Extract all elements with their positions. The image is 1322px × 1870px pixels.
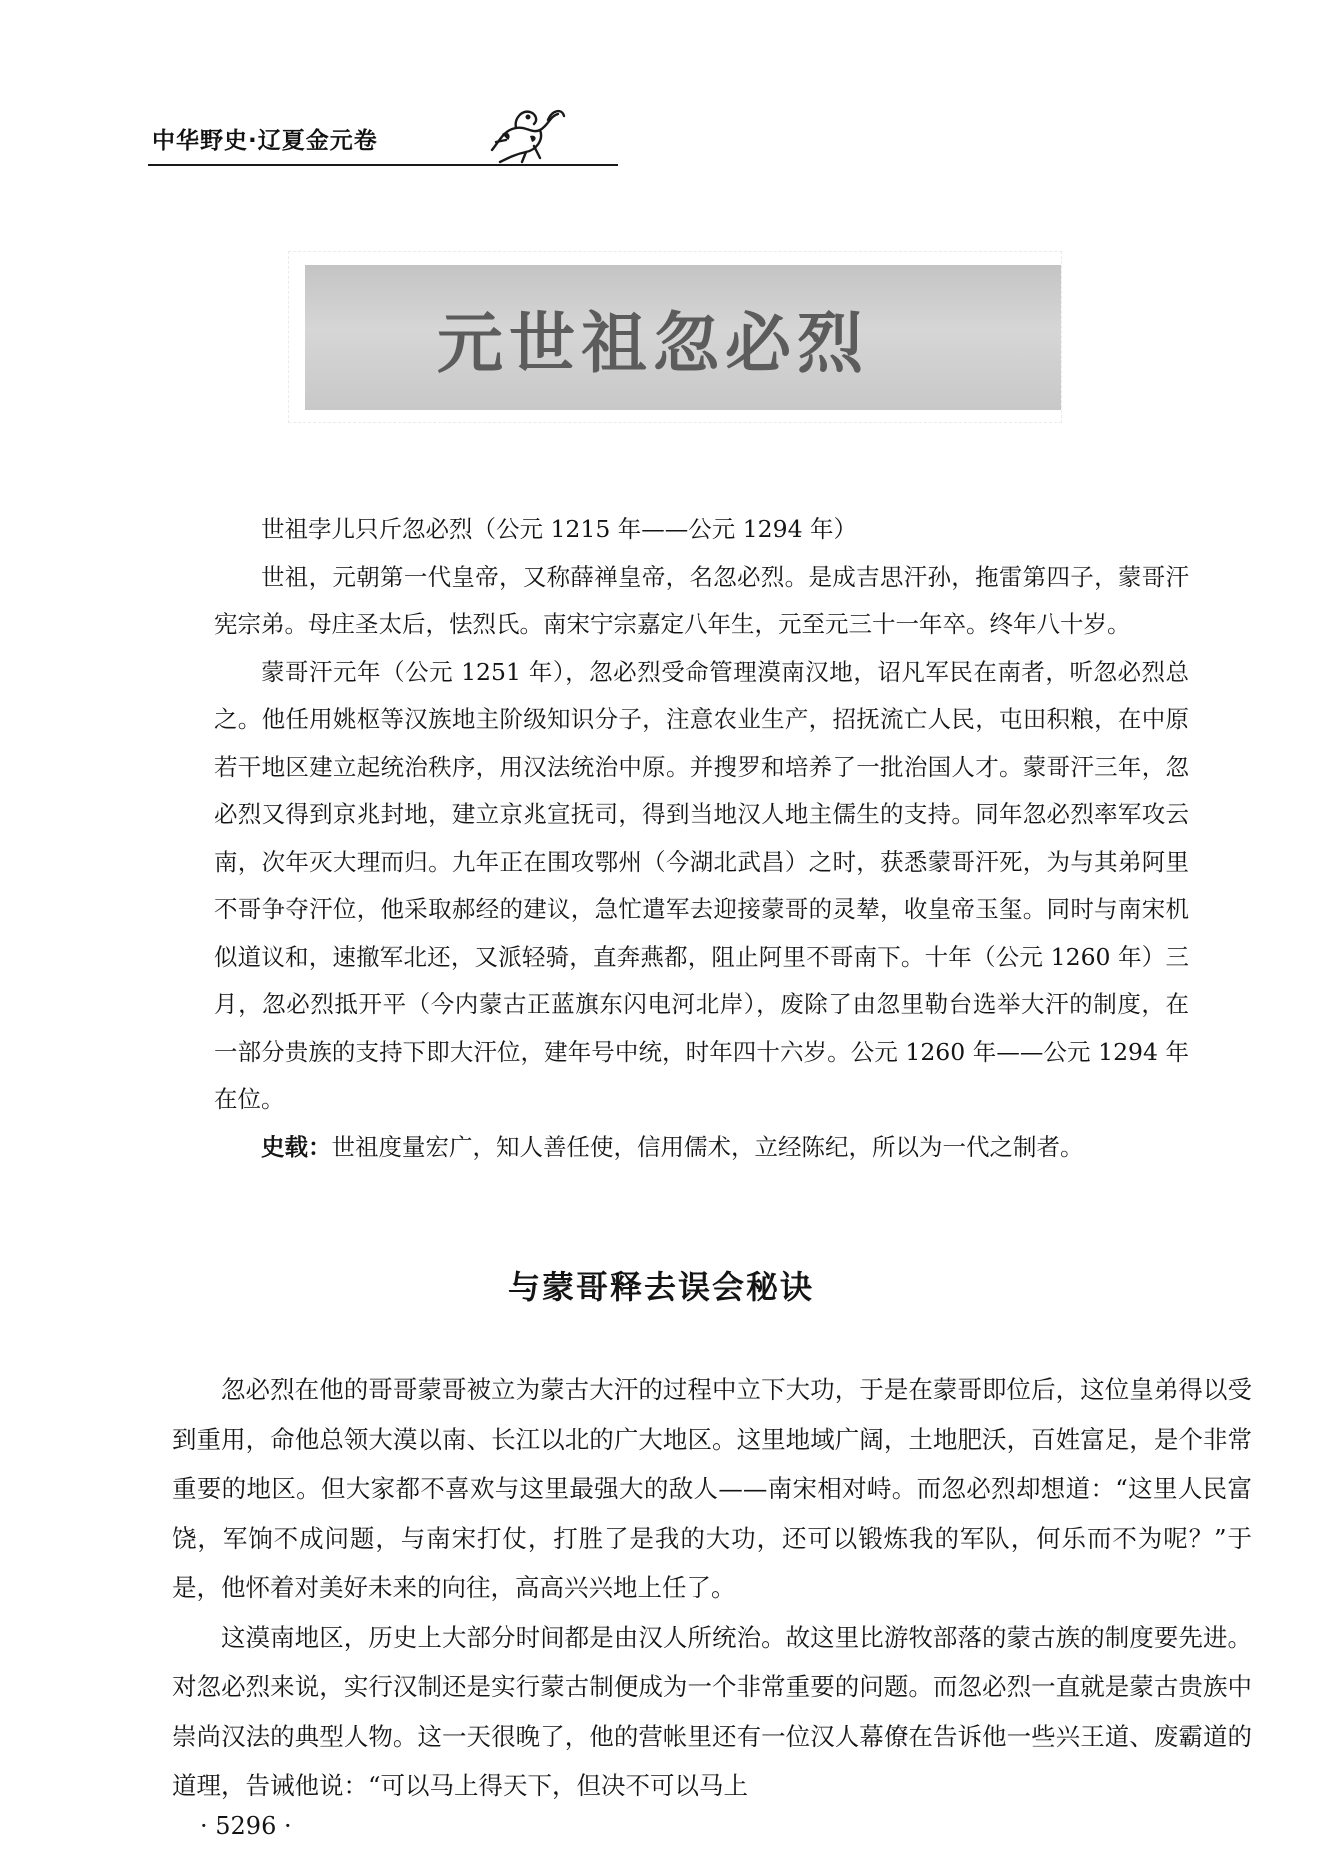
story-block — [172, 1365, 1252, 1811]
note-label: 史载： — [261, 1132, 332, 1161]
biography-note — [214, 1124, 1189, 1172]
story-paragraph: 忽必烈在他的哥哥蒙哥被立为蒙古大汗的过程中立下大功，于是在蒙哥即位后，这位皇弟得以受到重用，命他总领大漠以南、长江以北的广大地区。这里地域广阔，土地肥沃，百姓富足，是个非常重要的地区。但大家都不喜欢与这里最强大的敌人——南宋相对峙。而忽必烈却想道：“这里人民富饶，军饷不成问题，与南宋打仗，打胜了是我的大功，还可以锻炼我的军队，何乐而不为呢？”于是，他怀着对美好未来的向往，高高兴兴地上任了。 — [172, 1375, 1252, 1602]
dragon-emblem-icon — [482, 100, 568, 166]
page-number: · 5296 · — [200, 1812, 292, 1840]
biography-block — [214, 506, 1189, 1171]
biography-lead: 世祖孛儿只斤忽必烈（公元 1215 年——公元 1294 年） — [261, 515, 857, 543]
book-title: 中华野史·辽夏金元卷 — [152, 128, 378, 154]
story-paragraph: 这漠南地区，历史上大部分时间都是由汉人所统治。故这里比游牧部落的蒙古族的制度要先进。对忽必烈来说，实行汉制还是实行蒙古制便成为一个非常重要的问题。而忽必烈一直就是蒙古贵族中崇尚汉法的典型人物。这一天很晚了，他的营帐里还有一位汉人幕僚在告诉他一些兴王道、废霸道的道理，告诫他说：“可以马上得天下，但决不可以马上 — [172, 1622, 1252, 1800]
header-rule — [148, 164, 618, 166]
note-text: 世祖度量宏广，知人善任使，信用儒术，立经陈纪，所以为一代之制者。 — [331, 1132, 1084, 1161]
chapter-title: 元世祖忽必烈 — [437, 304, 869, 382]
biography-paragraph: 蒙哥汗元年（公元 1251 年），忽必烈受命管理漠南汉地，诏凡军民在南者，听忽必烈总之。他任用姚枢等汉族地主阶级知识分子，注意农业生产，招抚流亡人民，屯田积粮，在中原若干地区建立起统治秩序，用汉法统治中原。并搜罗和培养了一批治国人才。蒙哥汗三年，忽必烈又得到京兆封地，建立京兆宣抚司，得到当地汉人地主儒生的支持。同年忽必烈率军攻云南，次年灭大理而归。九年正在围攻鄂州（今湖北武昌）之时，获悉蒙哥汗死，为与其弟阿里不哥争夺汗位，他采取郝经的建议，急忙遣军去迎接蒙哥的灵辇，收皇帝玉玺。同时与南宋机似道议和，速撤军北还，又派轻骑，直奔燕都，阻止阿里不哥南下。十年（公元 1260 年）三月，忽必烈抵开平（今内蒙古正蓝旗东闪电河北岸），废除了由忽里勒台选举大汗的制度，在一部分贵族的支持下即大汗位，建年号中统，时年四十六岁。公元 1260 年——公元 1294 年在位。 — [214, 657, 1189, 1113]
section-heading: 与蒙哥释去误会秘诀 — [507, 1268, 814, 1306]
chapter-title-banner — [305, 265, 1061, 410]
biography-paragraph: 世祖，元朝第一代皇帝，又称薛禅皇帝，名忽必烈。是成吉思汗孙，拖雷第四子，蒙哥汗宪宗弟。母庄圣太后，怯烈氏。南宋宁宗嘉定八年生，元至元三十一年卒。终年八十岁。 — [214, 562, 1189, 638]
